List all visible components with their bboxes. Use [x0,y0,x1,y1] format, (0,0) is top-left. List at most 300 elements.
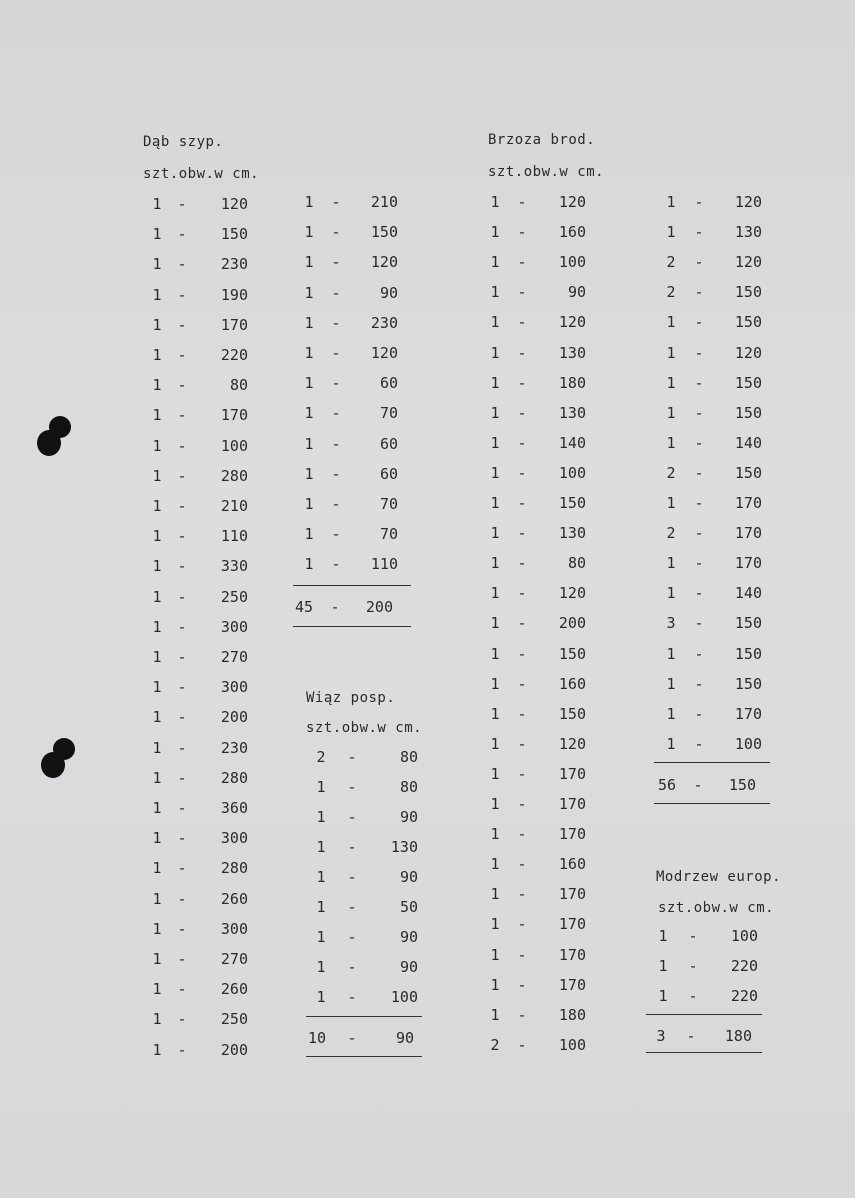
circumference-value: 90 [567,283,586,302]
list-item [488,674,586,694]
dash-separator: - [694,494,704,512]
count-value: 1 [666,704,676,723]
circumference-value: 100 [734,734,762,753]
circumference-value: 150 [734,463,762,482]
circumference-value: 360 [220,799,248,817]
dash-separator: - [694,433,704,452]
list-item [150,919,248,939]
dab-title: Dąb szyp. [143,134,224,150]
list-item [488,914,586,934]
count-value: 1 [152,980,162,999]
list-item [314,747,418,767]
circumference-value: 170 [734,494,762,512]
circumference-value: 200 [220,1040,248,1059]
list-item [302,494,398,514]
dash-separator: - [177,980,187,999]
circumference-value: 280 [220,859,248,878]
count-value: 1 [152,768,162,787]
dash-separator: - [517,945,527,964]
dash-separator: - [177,799,187,817]
list-item [664,644,762,664]
dash-separator: - [331,283,341,302]
count-value: 1 [152,648,162,666]
count-value: 1 [304,404,314,423]
count-value: 1 [490,253,500,272]
dash-separator: - [517,283,527,302]
count-value: 1 [152,527,162,546]
dash-separator: - [694,463,704,482]
list-item [664,373,762,393]
dash-separator: - [517,373,527,392]
dash-separator: - [517,253,527,272]
circumference-value: 80 [399,748,418,766]
count-value: 1 [658,927,668,945]
list-item [488,794,586,814]
count-value: 1 [490,795,500,813]
circumference-value: 90 [399,868,418,886]
list-item [656,986,758,1006]
list-item [488,312,586,332]
list-item [150,285,248,305]
circumference-value: 140 [558,433,586,452]
circumference-value: 120 [370,253,398,272]
list-item [488,493,586,513]
dash-separator: - [347,988,357,1006]
list-item [664,493,762,513]
circumference-value: 150 [558,704,586,723]
dash-separator: - [517,524,527,543]
list-item [150,496,248,516]
list-item [488,373,586,393]
dash-separator: - [694,193,704,211]
dash-separator: - [177,436,187,455]
dab-total-rule-top [293,585,411,586]
dash-separator: - [517,704,527,723]
list-item [664,403,762,423]
list-item [150,738,248,758]
count-value: 1 [490,885,500,904]
list-item [150,1040,248,1060]
circumference-value: 160 [558,674,586,693]
dash-separator: - [177,497,187,515]
circumference-value: 230 [220,738,248,757]
list-item [150,436,248,456]
list-item [150,587,248,607]
list-item [664,583,762,603]
dash-separator: - [177,648,187,666]
dash-separator: - [177,376,187,395]
count-value: 1 [152,195,162,213]
circumference-value: 230 [220,255,248,274]
dash-separator: - [177,1010,187,1029]
list-item [302,313,398,333]
modrzew-subtitle: szt.obw.w cm. [658,900,775,916]
count-value: 1 [666,554,676,573]
count-value: 1 [152,678,162,697]
circumference-value: 100 [558,253,586,272]
list-item [150,707,248,727]
circumference-value: 120 [220,195,248,213]
count-value: 1 [152,587,162,606]
dash-separator: - [517,554,527,573]
count-value: 1 [304,374,314,393]
modrzew-title: Modrzew europ. [656,869,782,885]
dash-separator: - [347,778,357,796]
list-item [488,523,586,543]
dash-separator: - [177,859,187,878]
dash-separator: - [177,738,187,757]
circumference-value: 120 [734,253,762,272]
count-value: 1 [490,494,500,512]
circumference-value: 170 [558,945,586,964]
count-value: 3 [666,614,676,633]
list-item [488,343,586,363]
count-value: 1 [152,406,162,425]
count-value: 1 [304,555,314,574]
count-value: 1 [490,855,500,874]
count-value: 1 [666,494,676,512]
count-value: 1 [304,223,314,242]
dash-separator: - [517,463,527,482]
count-value: 1 [666,373,676,392]
count-value: 1 [490,704,500,723]
circumference-value: 120 [558,193,586,211]
circumference-value: 280 [220,768,248,787]
circumference-value: 150 [734,403,762,422]
dash-separator: - [347,838,357,856]
circumference-value: 80 [567,554,586,573]
dash-separator: - [517,764,527,783]
list-item [150,828,248,848]
list-item [314,837,418,857]
dash-separator: - [694,373,704,392]
count-value: 1 [490,463,500,482]
count-value: 1 [666,193,676,211]
list-item [664,734,762,754]
list-item [488,704,586,724]
circumference-value: 260 [220,889,248,908]
list-item [488,644,586,664]
list-item [664,252,762,272]
dash-separator: - [517,584,527,603]
count-value: 1 [152,1010,162,1029]
count-value: 1 [316,838,326,856]
circumference-value: 80 [399,778,418,796]
list-item [314,807,418,827]
circumference-value: 100 [390,988,418,1006]
list-item [488,553,586,573]
circumference-value: 150 [734,373,762,392]
count-value: 1 [316,988,326,1006]
circumference-value: 90 [379,283,398,302]
circumference-value: 270 [220,950,248,968]
punch-hole-icon [49,416,71,438]
count-value: 1 [152,255,162,274]
count-value: 1 [490,283,500,302]
circumference-value: 120 [558,584,586,603]
list-item [150,466,248,486]
dash-separator: - [694,524,704,543]
circumference-value: 210 [370,193,398,211]
wiaz-total-rule-top [306,1016,422,1017]
count-value: 1 [152,919,162,938]
dash-separator: - [347,808,357,826]
count-value: 2 [316,748,326,766]
dash-separator: - [517,915,527,934]
dash-separator: - [517,674,527,693]
dash-separator: - [694,704,704,723]
dash-separator: - [694,343,704,362]
list-item [150,345,248,365]
dash-separator: - [688,957,698,975]
list-item [656,956,758,976]
list-item [314,957,418,977]
dash-separator: - [331,344,341,362]
count-value: 1 [666,403,676,422]
circumference-value: 60 [379,434,398,453]
dash-separator: - [177,1040,187,1059]
dash-separator: - [331,193,341,211]
count-value: 1 [490,524,500,543]
list-item [488,884,586,904]
wiaz-total-row: 10 - 90 [307,1029,414,1047]
dash-separator: - [694,223,704,242]
count-value: 1 [666,674,676,693]
dash-separator: - [517,885,527,904]
dash-separator: - [347,868,357,886]
circumference-value: 220 [220,346,248,364]
list-item [488,222,586,242]
list-item [488,1035,586,1055]
count-value: 1 [666,734,676,753]
circumference-value: 170 [558,915,586,934]
circumference-value: 200 [558,614,586,633]
list-item [150,315,248,335]
dash-separator: - [331,253,341,272]
dash-separator: - [694,253,704,272]
circumference-value: 300 [220,829,248,848]
count-value: 2 [490,1035,500,1054]
list-item [488,282,586,302]
list-item [150,949,248,969]
list-item [488,613,586,633]
circumference-value: 130 [734,223,762,242]
list-item [488,975,586,995]
count-value: 1 [490,433,500,452]
dash-separator: - [688,927,698,945]
count-value: 1 [490,644,500,663]
count-value: 1 [666,644,676,663]
list-item [664,704,762,724]
count-value: 1 [666,313,676,332]
list-item [150,647,248,667]
circumference-value: 330 [220,557,248,576]
list-item [150,979,248,999]
count-value: 1 [316,808,326,826]
list-item [664,463,762,483]
dash-separator: - [517,433,527,452]
dash-separator: - [517,734,527,753]
list-item [302,343,398,363]
dash-separator: - [177,587,187,606]
dash-separator: - [177,315,187,334]
list-item [150,526,248,546]
count-value: 1 [304,344,314,362]
circumference-value: 150 [734,313,762,332]
dash-separator: - [517,193,527,211]
dash-separator: - [347,898,357,916]
list-item [302,192,398,212]
circumference-value: 100 [558,1035,586,1054]
dash-separator: - [331,404,341,423]
dash-separator: - [694,614,704,633]
count-value: 1 [304,313,314,332]
dash-separator: - [517,1005,527,1024]
list-item [314,777,418,797]
count-value: 1 [490,825,500,844]
dash-separator: - [177,768,187,787]
dash-separator: - [331,495,341,513]
brzoza-title: Brzoza brod. [488,132,596,148]
list-item [664,553,762,573]
count-value: 1 [304,193,314,211]
dash-separator: - [694,283,704,302]
list-item [150,617,248,637]
circumference-value: 170 [734,554,762,573]
dash-separator: - [177,466,187,485]
count-value: 1 [490,403,500,422]
list-item [302,434,398,454]
circumference-value: 150 [370,223,398,242]
count-value: 2 [666,283,676,302]
list-item [150,677,248,697]
brzoza-subtitle: szt.obw.w cm. [488,164,605,180]
list-item [302,554,398,574]
dash-separator: - [177,557,187,576]
dash-separator: - [694,554,704,573]
circumference-value: 160 [558,223,586,242]
dash-separator: - [688,987,698,1005]
circumference-value: 170 [734,524,762,543]
circumference-value: 140 [734,584,762,603]
dash-separator: - [177,829,187,848]
count-value: 1 [666,343,676,362]
dash-separator: - [177,708,187,727]
circumference-value: 90 [399,928,418,946]
list-item [488,764,586,784]
circumference-value: 120 [558,734,586,753]
count-value: 1 [490,373,500,392]
modrzew-total-rule-top [646,1014,762,1015]
list-item [664,312,762,332]
dash-separator: - [347,958,357,976]
circumference-value: 140 [734,433,762,452]
list-item [488,433,586,453]
circumference-value: 50 [399,898,418,916]
count-value: 1 [304,464,314,483]
count-value: 1 [152,285,162,304]
circumference-value: 180 [558,373,586,392]
list-item [488,824,586,844]
circumference-value: 170 [734,704,762,723]
circumference-value: 170 [558,975,586,994]
count-value: 1 [152,557,162,576]
list-item [314,987,418,1007]
list-item [150,1009,248,1029]
circumference-value: 120 [734,193,762,211]
dash-separator: - [347,748,357,766]
list-item [150,254,248,274]
dash-separator: - [177,406,187,425]
count-value: 1 [316,928,326,946]
dash-separator: - [517,795,527,813]
count-value: 1 [152,315,162,334]
dash-separator: - [517,223,527,242]
count-value: 1 [490,343,500,362]
count-value: 1 [490,584,500,603]
dash-separator: - [517,614,527,633]
circumference-value: 300 [220,678,248,697]
count-value: 1 [316,898,326,916]
dash-separator: - [331,555,341,574]
circumference-value: 90 [399,808,418,826]
dash-separator: - [331,313,341,332]
list-item [150,858,248,878]
count-value: 1 [304,525,314,544]
circumference-value: 120 [558,313,586,332]
list-item [302,464,398,484]
circumference-value: 120 [370,344,398,362]
list-item [150,798,248,818]
dash-separator: - [331,223,341,242]
count-value: 1 [666,433,676,452]
wiaz-title: Wiąz posp. [306,690,396,706]
count-value: 1 [490,223,500,242]
list-item [488,252,586,272]
list-item [664,523,762,543]
dash-separator: - [177,255,187,274]
list-item [314,897,418,917]
count-value: 1 [490,313,500,332]
count-value: 1 [658,957,668,975]
count-value: 1 [490,945,500,964]
circumference-value: 150 [734,614,762,633]
count-value: 1 [490,554,500,573]
count-value: 1 [316,868,326,886]
circumference-value: 120 [734,343,762,362]
list-item [488,734,586,754]
circumference-value: 280 [220,466,248,485]
count-value: 1 [152,859,162,878]
list-item [488,945,586,965]
count-value: 1 [152,436,162,455]
dash-separator: - [517,855,527,874]
count-value: 1 [304,434,314,453]
circumference-value: 130 [558,524,586,543]
dash-separator: - [331,434,341,453]
modrzew-total-rule-bottom [646,1052,762,1053]
count-value: 1 [152,225,162,244]
circumference-value: 150 [220,225,248,244]
dab-total-rule-bottom [293,626,411,627]
list-item [488,192,586,212]
dash-separator: - [177,285,187,304]
list-item [150,768,248,788]
list-item [664,222,762,242]
circumference-value: 110 [370,555,398,574]
list-item [664,674,762,694]
dash-separator: - [694,313,704,332]
